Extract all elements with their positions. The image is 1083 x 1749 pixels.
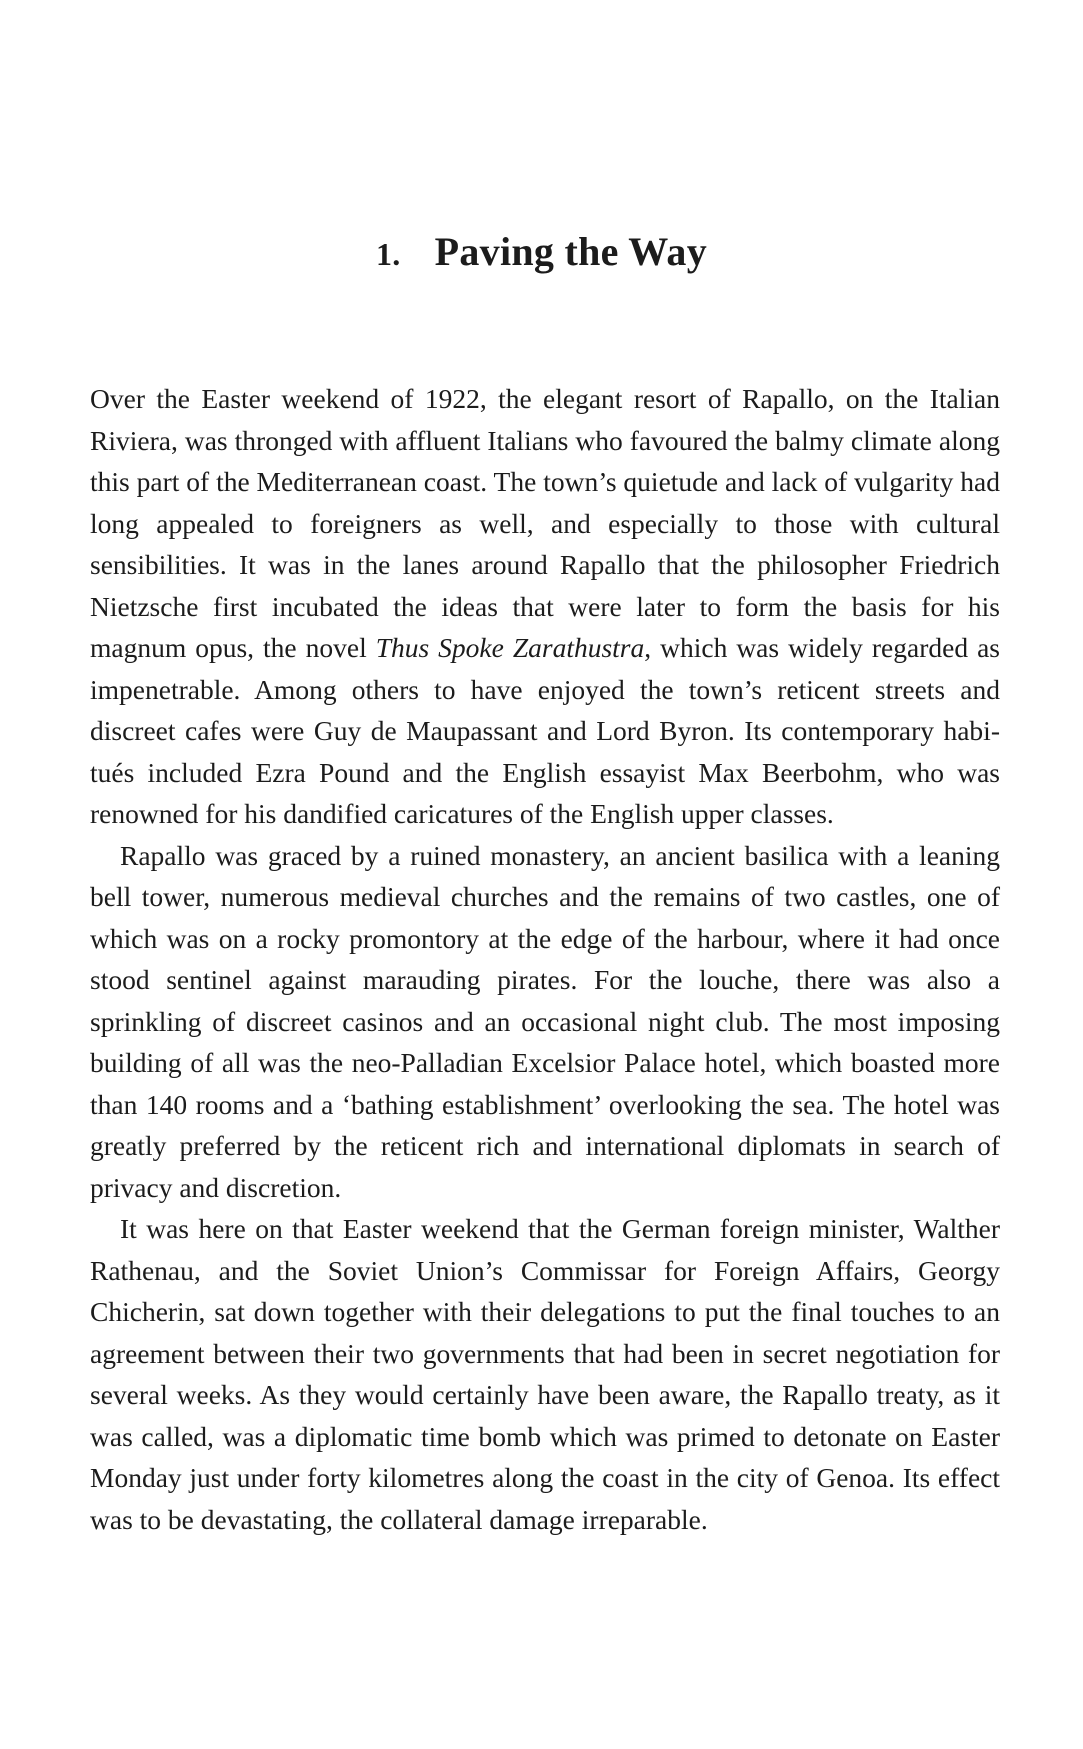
book-title-italic: Thus Spoke Zarathustra xyxy=(375,632,645,663)
chapter-number: 1. xyxy=(376,235,401,272)
paragraph-1-text-end: , which was widely regarded as impenetrable. Among others to have enjoyed the town’s reticent streets and discreet cafes were Guy de Maupassant and Lord Byron. Its contemporary habitués included Ezra Pound and the English essayist Max Beerbohm, who was renowned for his dandified caricatures of the English upper classes. xyxy=(90,632,1000,829)
body-text xyxy=(90,378,1000,1540)
paragraph-2: Rapallo was graced by a ruined monastery, an ancient basilica with a leaning bell tower, numerous medieval churches and the remains of two castles, one of which was on a rocky promontory at the edge of the harbour, where it had once stood sentinel against marauding pirates. For the louche, there was also a sprinkling of discreet casinos and an occasional night club. The most imposing building of all was the neo-Palladian Excelsior Palace hotel, which boasted more than 140 rooms and a ‘bathing establishment’ overlooking the sea. The hotel was greatly preferred by the reticent rich and international diplomats in search of privacy and discretion. xyxy=(90,839,1000,1203)
chapter-title: Paving the Way xyxy=(434,228,707,274)
paragraph-1-text-start: Over the Easter weekend of 1922, the elegant resort of Rapallo, on the Italian Riviera, was thronged with affluent Italians who favoured the balmy climate along this part of the Mediterranean coast. The town’s quietude and lack of vulgarity had long appealed to foreigners as well, and especially to those with cultural sensibilities. It was in the lanes around Rapallo that the philosopher Friedrich Nietzsche first incubated the ideas that were later to form the basis for his magnum opus, the novel xyxy=(90,383,1000,663)
paragraph-1 xyxy=(90,378,1000,835)
chapter-heading xyxy=(0,227,1083,279)
paragraph-3: It was here on that Easter weekend that the German foreign minister, Walther Rathenau, and the Soviet Union’s Commissar for Foreign Affairs, Georgy Chicherin, sat down together with their delegations to put the final touches to an agreement between their two governments that had been in secret negotiation for several weeks. As they would certainly have been aware, the Rapallo treaty, as it was called, was a diplomatic time bomb which was primed to detonate on Easter Monday just under forty kilometres along the coast in the city of Genoa. Its effect was to be devastating, the collateral damage irreparable. xyxy=(90,1213,1000,1535)
